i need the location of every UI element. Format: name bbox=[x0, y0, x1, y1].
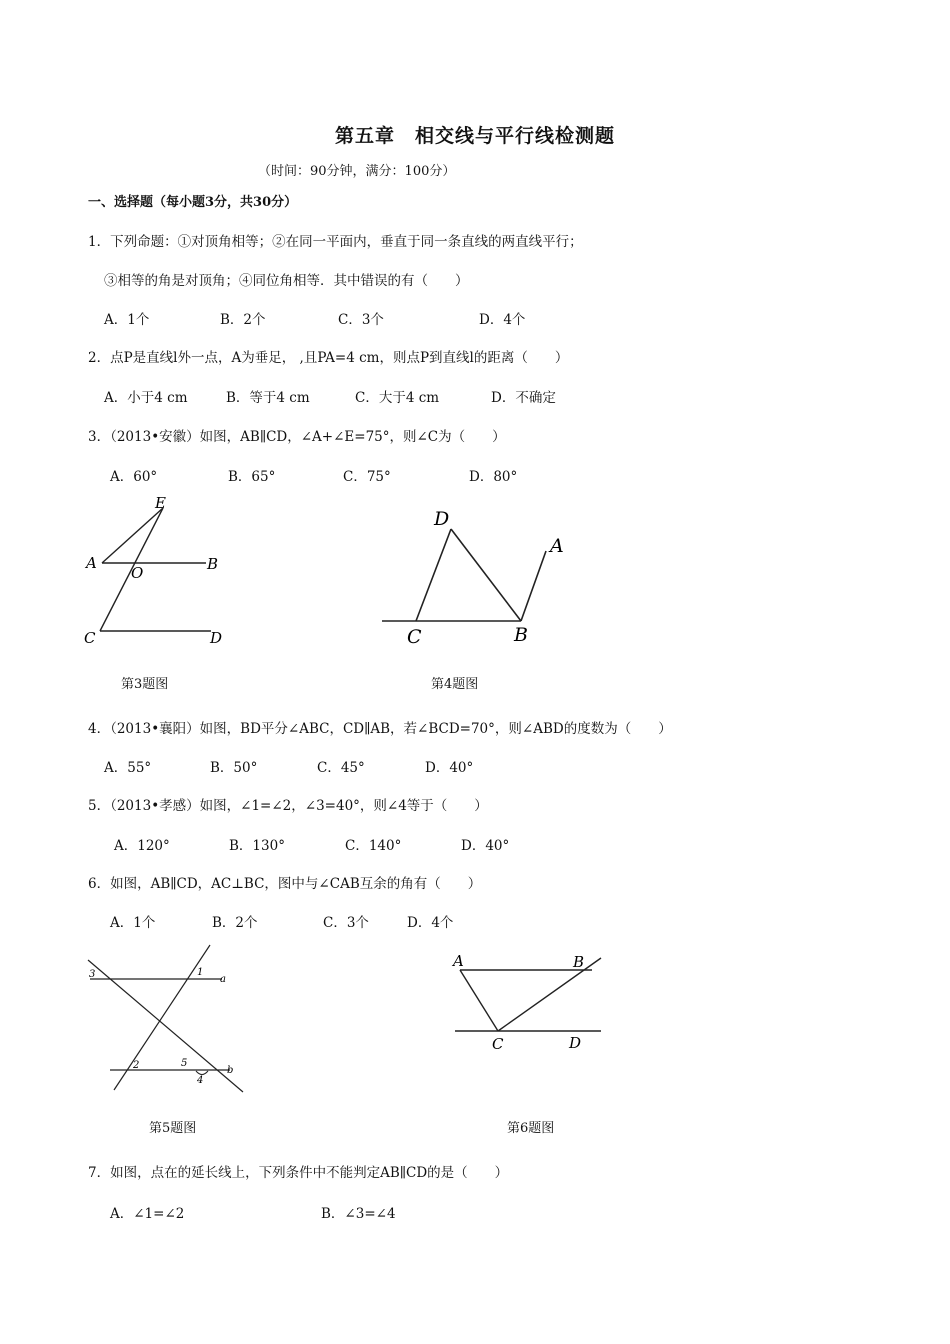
question-4-option-a: A．55° bbox=[104, 760, 152, 776]
fig5-angle-arc bbox=[196, 1071, 208, 1075]
figure-4 bbox=[380, 503, 580, 653]
page-title: 第五章 相交线与平行线检测题 bbox=[334, 125, 615, 147]
fig4-label-b: B bbox=[514, 624, 528, 646]
question-5-option-b: B．130° bbox=[229, 838, 285, 854]
fig5-label-2: 2 bbox=[133, 1060, 140, 1071]
fig6-label-d: D bbox=[569, 1034, 582, 1052]
question-4-option-c: C．45° bbox=[317, 760, 365, 776]
fig4-label-d: D bbox=[434, 508, 450, 530]
question-7-option-b: B．∠3=∠4 bbox=[321, 1206, 396, 1222]
question-6-option-a: A．1个 bbox=[110, 915, 156, 931]
page-subtitle: （时间：90分钟，满分：100分） bbox=[258, 164, 456, 179]
fig5-label-1: 1 bbox=[197, 967, 204, 978]
question-4-line1: 4．（2013•襄阳）如图，BD平分∠ABC，CD∥AB，若∠BCD=70°，则∠ABD的度数为（ ） bbox=[88, 721, 672, 737]
figure-4-caption: 第4题图 bbox=[431, 677, 479, 692]
question-2-option-a: A．小于4 cm bbox=[104, 390, 188, 406]
question-2-option-c: C．大于4 cm bbox=[355, 390, 440, 406]
question-3-option-c: C．75° bbox=[343, 469, 391, 485]
fig5-label-4: 4 bbox=[197, 1075, 204, 1086]
question-1-option-b: B．2个 bbox=[220, 312, 266, 328]
question-1-option-a: A．1个 bbox=[104, 312, 150, 328]
question-7-line1: 7．如图，点在的延长线上，下列条件中不能判定AB∥CD的是（ ） bbox=[88, 1165, 509, 1181]
question-2-option-d: D．不确定 bbox=[491, 390, 556, 406]
fig6-label-b: B bbox=[573, 953, 585, 971]
question-1-line1: 1．下列命题：①对顶角相等；②在同一平面内，垂直于同一条直线的两直线平行； bbox=[88, 234, 583, 250]
section-heading: 一、选择题（每小题3分，共30分） bbox=[88, 195, 298, 210]
question-5-option-a: A．120° bbox=[114, 838, 170, 854]
question-6-option-c: C．3个 bbox=[323, 915, 369, 931]
fig4-line-cd bbox=[416, 529, 451, 621]
fig5-label-5: 5 bbox=[181, 1058, 188, 1069]
question-6-option-d: D．4个 bbox=[407, 915, 454, 931]
fig6-label-c: C bbox=[492, 1035, 504, 1053]
question-6-line1: 6．如图，AB∥CD，AC⊥BC，图中与∠CAB互余的角有（ ） bbox=[88, 876, 482, 892]
question-7-option-a: A．∠1=∠2 bbox=[110, 1206, 185, 1222]
fig4-line-ba bbox=[521, 551, 546, 621]
question-6-option-b: B．2个 bbox=[212, 915, 258, 931]
fig3-label-d: D bbox=[210, 629, 223, 647]
question-1-option-d: D．4个 bbox=[479, 312, 526, 328]
fig6-line-cb bbox=[498, 958, 601, 1031]
fig6-line-ac bbox=[460, 970, 498, 1031]
question-5-option-d: D．40° bbox=[461, 838, 510, 854]
fig3-label-c: C bbox=[84, 629, 96, 647]
fig3-label-o: O bbox=[131, 564, 144, 582]
figure-5 bbox=[80, 940, 250, 1100]
figure-6 bbox=[440, 950, 620, 1060]
fig5-transversal-1 bbox=[114, 945, 210, 1090]
figure-3 bbox=[80, 492, 240, 652]
fig5-label-b: b bbox=[227, 1065, 234, 1076]
question-2-option-b: B．等于4 cm bbox=[226, 390, 310, 406]
question-3-option-b: B．65° bbox=[228, 469, 276, 485]
question-4-option-b: B．50° bbox=[210, 760, 258, 776]
figure-6-caption: 第6题图 bbox=[507, 1121, 555, 1136]
fig4-label-a: A bbox=[550, 535, 564, 557]
question-1-line2: ③相等的角是对顶角；④同位角相等．其中错误的有（ ） bbox=[104, 273, 469, 289]
fig5-label-a: a bbox=[220, 974, 226, 985]
question-2-line1: 2．点P是直线l外一点，A为垂足， ,且PA=4 cm，则点P到直线l的距离（ ） bbox=[88, 350, 569, 366]
fig3-line-ae bbox=[102, 508, 163, 563]
fig4-line-db bbox=[451, 529, 521, 621]
fig5-label-3: 3 bbox=[89, 969, 96, 980]
fig3-label-a: A bbox=[86, 554, 97, 572]
fig3-label-e: E bbox=[155, 494, 166, 512]
fig4-label-c: C bbox=[407, 626, 422, 648]
fig3-label-b: B bbox=[207, 555, 219, 573]
question-5-option-c: C．140° bbox=[345, 838, 402, 854]
figure-3-caption: 第3题图 bbox=[121, 677, 169, 692]
figure-5-caption: 第5题图 bbox=[149, 1121, 197, 1136]
question-5-line1: 5．（2013•孝感）如图，∠1=∠2，∠3=40°，则∠4等于（ ） bbox=[88, 798, 488, 814]
question-3-option-a: A．60° bbox=[110, 469, 158, 485]
question-4-option-d: D．40° bbox=[425, 760, 474, 776]
fig6-label-a: A bbox=[453, 952, 464, 970]
question-3-line1: 3．（2013•安徽）如图，AB∥CD，∠A+∠E=75°，则∠C为（ ） bbox=[88, 429, 506, 445]
question-1-option-c: C．3个 bbox=[338, 312, 384, 328]
question-3-option-d: D．80° bbox=[469, 469, 518, 485]
